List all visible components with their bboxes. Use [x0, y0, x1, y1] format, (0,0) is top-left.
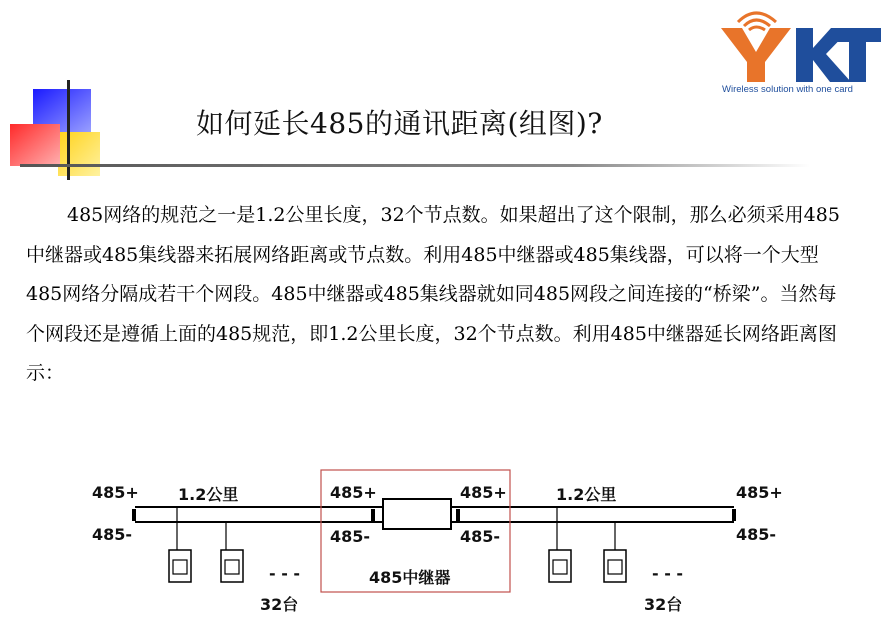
repeater-in-plus-label: 485+ [330, 483, 377, 502]
left-node-count-label: 32台 [260, 595, 299, 614]
right-ellipsis: - - - [652, 564, 684, 583]
page-title: 如何延长485的通讯距离(组图)? [196, 107, 603, 140]
repeater-out-minus-label: 485- [460, 527, 501, 546]
right-node-count-label: 32台 [644, 595, 683, 614]
left-minus-label: 485- [92, 525, 133, 544]
repeater-in-minus-label: 485- [330, 527, 371, 546]
device-node [604, 522, 626, 582]
device-node [169, 507, 191, 582]
left-ellipsis: - - - [269, 564, 301, 583]
repeater-diagram [80, 466, 800, 626]
repeater-label: 485中继器 [369, 568, 451, 587]
repeater-out-plus-label: 485+ [460, 483, 507, 502]
device-node [221, 522, 243, 582]
body-paragraph: 485网络的规范之一是1.2公里长度，32个节点数。如果超出了这个限制，那么必须采用485中继器或485集线器来拓展网络距离或节点数。利用485中继器或485集线器，可以将一个大型485网络分隔成若干个网段。485中继器或485集线器就如同485网段之间连接的“桥梁”。当然每个网段还是遵循上面的485规范，即1.2公里长度，32个节点数。利用485中继器延长网络距离图示： [26, 204, 840, 384]
right-plus-label: 485+ [736, 483, 783, 502]
left-plus-label: 485+ [92, 483, 139, 502]
repeater-box [383, 499, 451, 529]
device-node [549, 507, 571, 582]
logo-tagline: Wireless solution with one card [722, 84, 853, 95]
right-length-label: 1.2公里 [556, 485, 617, 504]
right-minus-label: 485- [736, 525, 777, 544]
left-length-label: 1.2公里 [178, 485, 239, 504]
